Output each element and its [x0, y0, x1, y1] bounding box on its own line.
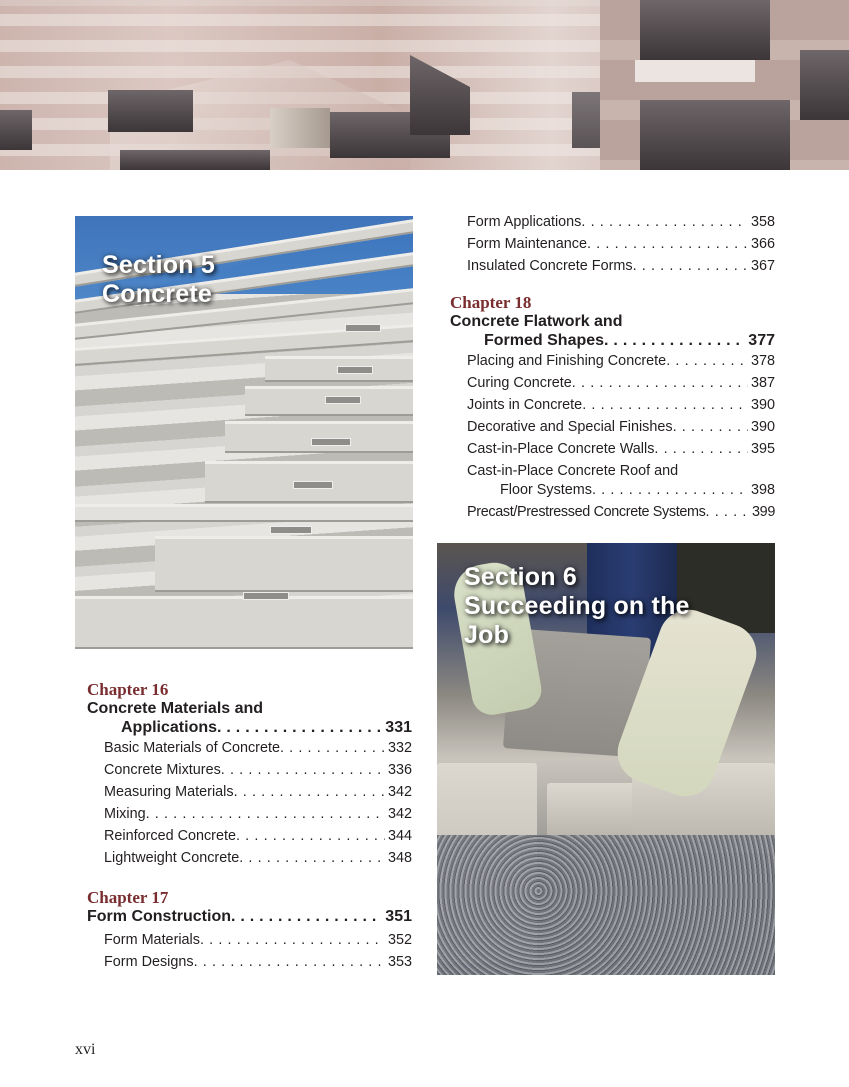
toc-entry[interactable]	[87, 929, 412, 951]
page-number: 366	[750, 236, 775, 252]
chapter-title-cont: Applications	[121, 719, 218, 736]
leader-dots	[280, 737, 385, 759]
entry-title: Precast/Prestressed Concrete Systems	[467, 504, 706, 520]
chapter-18-toc	[450, 293, 775, 523]
toc-entry[interactable]	[450, 416, 775, 438]
entry-title: Curing Concrete	[467, 375, 572, 391]
leader-dots	[592, 480, 748, 501]
leader-dots	[146, 803, 385, 825]
toc-entry[interactable]	[450, 501, 775, 523]
toc-entry-multiline[interactable]	[450, 460, 775, 480]
entry-title: Form Applications	[467, 214, 582, 230]
entry-title: Form Maintenance	[467, 236, 587, 252]
entry-title: Cast-in-Place Concrete Roof and	[467, 463, 679, 479]
toc-entry[interactable]	[87, 781, 412, 803]
section-name-line1: Succeeding on the	[464, 592, 690, 620]
toc-entry[interactable]	[87, 847, 412, 869]
chapter-title-row[interactable]	[450, 331, 775, 350]
chapter-17-toc	[87, 888, 412, 973]
leader-dots	[234, 781, 385, 803]
chapter-title: Concrete Flatwork and	[450, 313, 623, 330]
toc-entry-continued[interactable]	[450, 480, 775, 501]
page-number: 398	[750, 482, 775, 498]
toc-entry[interactable]	[450, 255, 775, 277]
page-number: 331	[385, 719, 412, 736]
page-number: 390	[750, 419, 775, 435]
toc-entry[interactable]	[450, 233, 775, 255]
leader-dots	[217, 718, 382, 737]
entry-title: Reinforced Concrete	[104, 828, 236, 844]
leader-dots	[231, 907, 382, 926]
chapter-16-toc	[87, 680, 412, 869]
chapter-title-cont: Formed Shapes	[484, 332, 605, 349]
entry-title: Mixing	[104, 806, 146, 822]
entry-title: Form Designs	[104, 954, 194, 970]
section-6-title	[464, 563, 690, 650]
section-5-title	[102, 251, 215, 309]
chapter-label: Chapter 18	[450, 293, 532, 312]
page-number: 342	[387, 806, 412, 822]
page-number: 390	[750, 397, 775, 413]
page-number: 367	[750, 258, 775, 274]
leader-dots	[194, 951, 385, 973]
toc-entry[interactable]	[87, 825, 412, 847]
page-number: 342	[387, 784, 412, 800]
page-number: 344	[387, 828, 412, 844]
leader-dots	[582, 394, 748, 416]
page-number: 358	[750, 214, 775, 230]
section-number: Section 5	[102, 251, 215, 279]
page-number: 336	[387, 762, 412, 778]
leader-dots	[581, 211, 748, 233]
leader-dots	[633, 255, 748, 277]
chapter-title: Concrete Materials and	[87, 700, 264, 717]
section-5-stairs-photo	[75, 216, 413, 649]
entry-title: Lightweight Concrete	[104, 850, 240, 866]
section-name-line2: Job	[464, 621, 510, 649]
chapter-title: Form Construction	[87, 908, 231, 925]
entry-title: Joints in Concrete	[467, 397, 583, 413]
chapter-17-toc-continued	[450, 211, 775, 277]
page-number: 378	[750, 353, 775, 369]
toc-entry[interactable]	[87, 737, 412, 759]
toc-entry[interactable]	[87, 759, 412, 781]
toc-entry[interactable]	[87, 803, 412, 825]
page-number: 395	[750, 441, 775, 457]
entry-title: Concrete Mixtures	[104, 762, 221, 778]
leader-dots	[666, 350, 748, 372]
page-number: 387	[750, 375, 775, 391]
chapter-label: Chapter 17	[87, 888, 169, 907]
chapter-title-row[interactable]	[87, 907, 412, 926]
entry-title: Decorative and Special Finishes	[467, 419, 673, 435]
page-number: 352	[387, 932, 412, 948]
leader-dots	[706, 501, 750, 523]
entry-title: Measuring Materials	[104, 784, 234, 800]
page-number: 332	[387, 740, 412, 756]
chapter-title-row[interactable]	[87, 718, 412, 737]
entry-title: Insulated Concrete Forms	[467, 258, 633, 274]
toc-entry[interactable]	[450, 211, 775, 233]
leader-dots	[200, 929, 385, 951]
chapter-label: Chapter 16	[87, 680, 169, 699]
leader-dots	[587, 233, 748, 255]
entry-title-cont: Floor Systems	[500, 482, 592, 498]
page-number: 351	[385, 908, 412, 925]
entry-title: Placing and Finishing Concrete	[467, 353, 667, 369]
page-number: 353	[387, 954, 412, 970]
page-number: 348	[387, 850, 412, 866]
leader-dots	[673, 416, 748, 438]
leader-dots	[239, 847, 385, 869]
toc-entry[interactable]	[450, 394, 775, 416]
page-number-folio: xvi	[75, 1041, 96, 1058]
toc-entry[interactable]	[450, 372, 775, 394]
leader-dots	[221, 759, 385, 781]
leader-dots	[572, 372, 748, 394]
section-name: Concrete	[102, 280, 212, 308]
entry-title: Basic Materials of Concrete	[104, 740, 280, 756]
section-number: Section 6	[464, 563, 577, 591]
section-6-paver-photo	[437, 543, 775, 975]
entry-title: Cast-in-Place Concrete Walls	[467, 441, 655, 457]
entry-title: Form Materials	[104, 932, 200, 948]
leader-dots	[654, 438, 748, 460]
page-number: 399	[752, 504, 775, 520]
toc-entry[interactable]	[87, 951, 412, 973]
banner-building-photo	[0, 0, 849, 170]
toc-entry[interactable]	[450, 438, 775, 460]
page-number: 377	[748, 332, 775, 349]
leader-dots	[604, 331, 745, 350]
toc-entry[interactable]	[450, 350, 775, 372]
leader-dots	[236, 825, 385, 847]
